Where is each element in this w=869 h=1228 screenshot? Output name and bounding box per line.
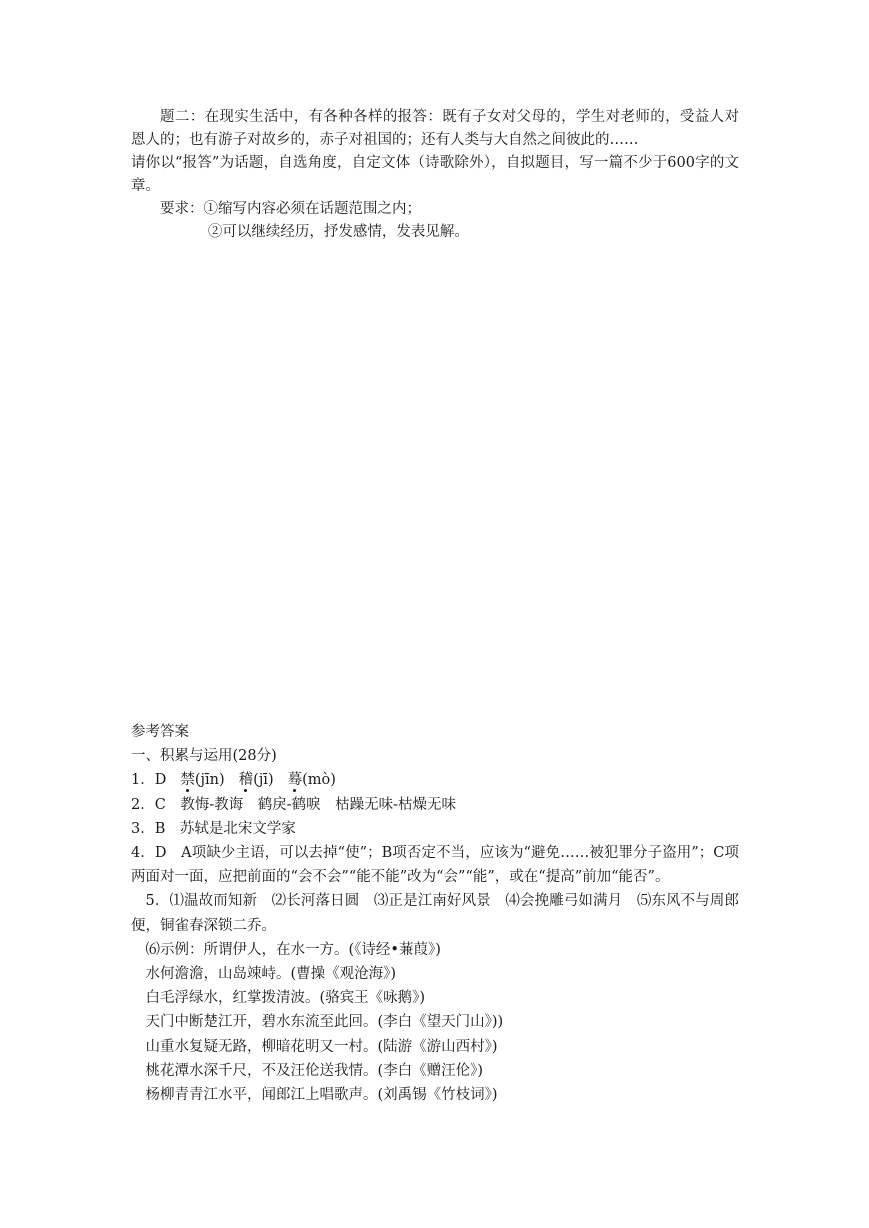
answer-1-prefix: 1．D [131,772,167,789]
prompt-paragraph-2: 请你以“报答”为话题，自选角度，自定文体（诗歌除外），自拟题目，写一篇不少于600字的文章。 [131,155,739,194]
answer-1 [131,768,739,792]
answer-1-char-3: 蓦 [287,772,303,789]
answer-1-pinyin-2: (jī) [253,772,274,789]
answer-3: 3．B 苏轼是北宋文学家 [131,820,296,837]
answer-key [131,720,739,1107]
answer-5-6: ⑹示例：所谓伊人，在水一方。(《诗经•蒹葭》) [145,941,441,958]
poem-line: 白毛浮绿水，红掌拨清波。(骆宾王《咏鹅》) [145,990,426,1007]
prompt-paragraph-1: 题二：在现实生活中，有各种各样的报答：既有子女对父母的，学生对老师的，受益人对恩人的；也有游子对故乡的，赤子对祖国的；还有人类与大自然之间彼此的…… [131,109,739,148]
essay-prompt [131,106,739,244]
answer-4: 4．D A项缺少主语，可以去掉“使”；B项否定不当，应该为“避免……被犯罪分子盗用”；C项两面对一面，应把前面的“会不会”“能不能”改为“会”“能”，或在“提高”前加“能否”。 [131,845,739,886]
answer-1-char-1: 禁 [180,772,195,789]
answer-key-title: 参考答案 [131,724,189,740]
requirement-label: 要求： [160,201,204,217]
poem-line: 杨柳青青江水平，闻郎江上唱歌声。(刘禹锡《竹枝词》) [145,1087,498,1104]
prompt-requirement-1 [131,198,739,221]
answer-2: 2．C 教悔-教诲 鹤戾-鹤唳 枯躁无味-枯燥无味 [131,796,457,813]
poem-line: 天门中断楚江开，碧水东流至此回。(李白《望天门山》)) [145,1014,504,1031]
answer-1-pinyin-3: (mò) [302,772,336,789]
answer-1-char-2: 稽 [238,772,254,789]
requirement-1-text: ①缩写内容必须在话题范围之内； [203,201,421,217]
prompt-requirement-2: ②可以继续经历，抒发感情，发表见解。 [207,224,469,240]
poem-line: 水何澹澹，山岛竦峙。(曹操《观沧海》) [145,966,397,983]
poem-line: 山重水复疑无路，柳暗花明又一村。(陆游《游山西村》) [145,1038,498,1055]
section-title: 一、积累与运用(28分) [131,748,277,765]
answer-5: 5．⑴温故而知新 ⑵长河落日圆 ⑶正是江南好风景 ⑷会挽雕弓如满月 ⑸东风不与周郎便，铜雀春深锁二乔。 [131,893,739,934]
answer-1-pinyin-1: (jīn) [194,772,225,789]
poem-line: 桃花潭水深千尺，不及汪伦送我情。(李白《赠汪伦》) [145,1062,484,1079]
